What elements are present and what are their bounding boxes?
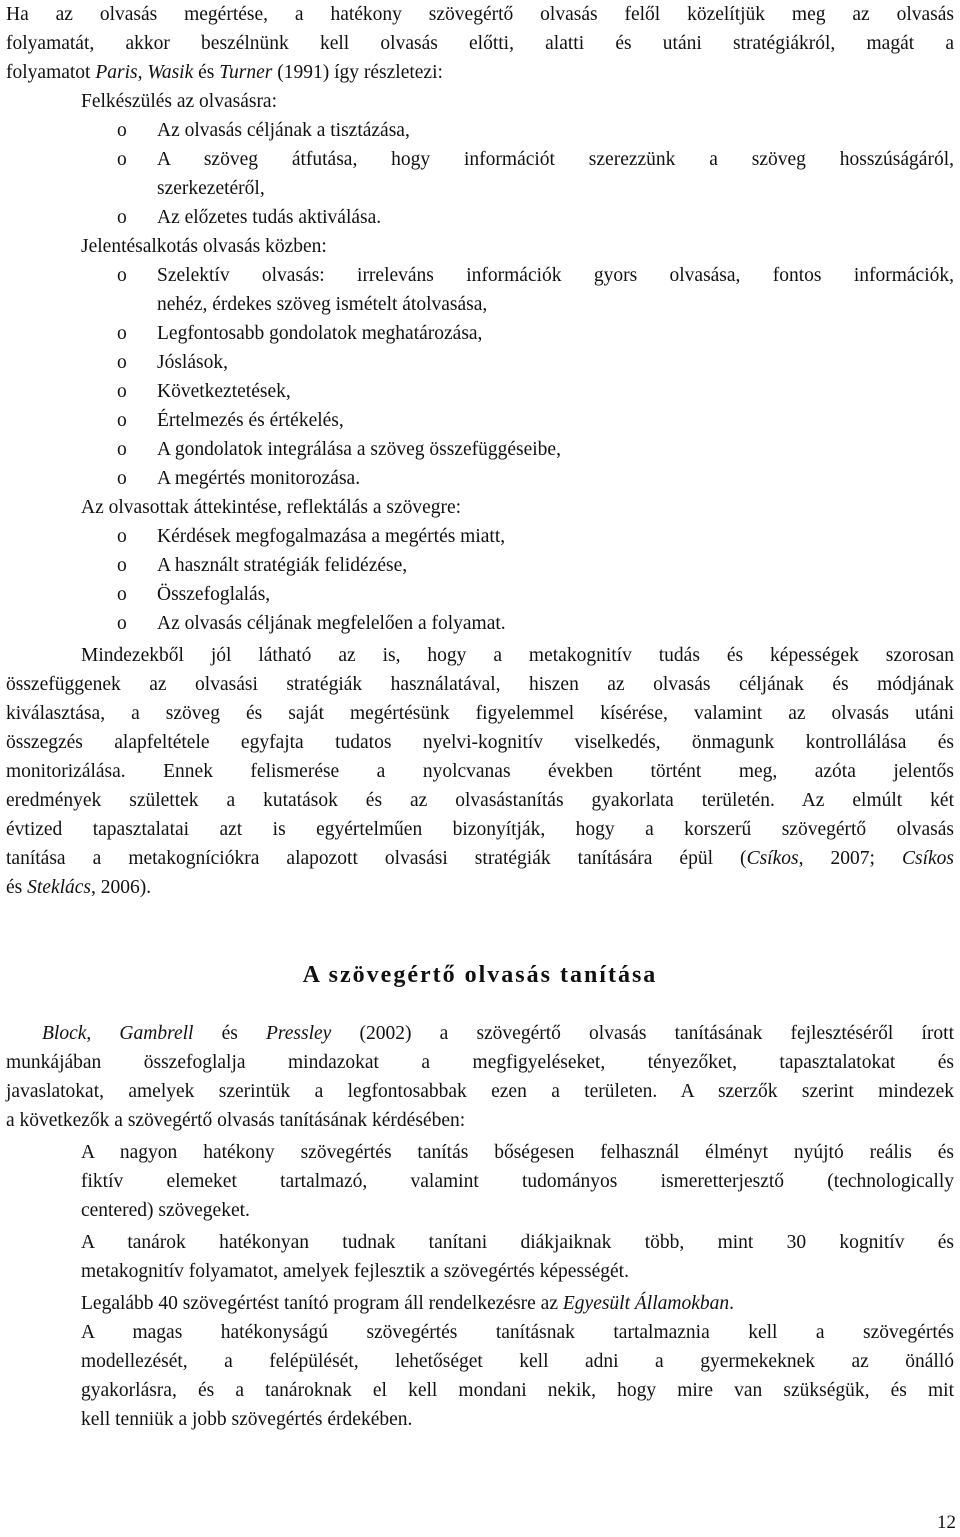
paragraph-line: évtized tapasztalatai azt is egyértelműen bizonyítják, hogy a korszerű szövegértő olvasás: [6, 819, 954, 840]
paragraph-line: összegzés alapfeltétele egyfajta tudatos nyelvi-kognitív viselkedés, önmagunk kontrollálása és: [6, 732, 954, 753]
paragraph-line: és Steklács, 2006).: [6, 877, 152, 898]
bullet-item-text: Jóslások,: [157, 352, 228, 373]
bullet-marker: o: [117, 265, 127, 286]
bullet-item-text: A megértés monitorozása.: [157, 468, 361, 489]
bullet-item-text: Az olvasás céljának megfelelően a folyamat.: [157, 613, 506, 634]
bullet-item-text: Kérdések megfogalmazása a megértés miatt,: [157, 526, 506, 547]
paragraph-line: összefüggenek az olvasási stratégiák használatával, hiszen az olvasás céljának és módjának: [6, 674, 954, 695]
bullet-marker: o: [117, 468, 127, 489]
paragraph-line: Ha az olvasás megértése, a hatékony szövegértő olvasás felől közelítjük meg az olvasás: [6, 4, 954, 25]
bullet-item-text: A szöveg átfutása, hogy információt szerezzünk a szöveg hosszúságáról,: [157, 149, 954, 170]
paragraph-line: Felkészülés az olvasásra:: [81, 91, 278, 112]
paragraph-line: a következők a szövegértő olvasás tanításának kérdésében:: [6, 1110, 466, 1131]
bullet-marker: o: [117, 381, 127, 402]
paragraph-line: fiktív elemeket tartalmazó, valamint tudományos ismeretterjesztő (technologically: [81, 1171, 954, 1192]
paragraph-line: Legalább 40 szövegértést tanító program áll rendelkezésre az Egyesült Államokban.: [81, 1293, 735, 1314]
bullet-item-text: Következtetések,: [157, 381, 291, 402]
paragraph-line: Block, Gambrell és Pressley (2002) a szövegértő olvasás tanításának fejlesztéséről írott: [42, 1023, 954, 1044]
bullet-marker: o: [117, 439, 127, 460]
bullet-marker: o: [117, 555, 127, 576]
page-number: 12: [937, 1512, 956, 1533]
bullet-item-text: Értelmezés és értékelés,: [157, 410, 344, 431]
paragraph-line: gyakorlásra, és a tanároknak el kell mondani nekik, hogy mire van szükségük, és mit: [81, 1380, 954, 1401]
paragraph-line: Mindezekből jól látható az is, hogy a metakognitív tudás és képességek szorosan: [81, 645, 954, 666]
bullet-marker: o: [117, 207, 127, 228]
paragraph-line: szerkezetéről,: [157, 178, 265, 199]
bullet-item-text: A gondolatok integrálása a szöveg összefüggéseibe,: [157, 439, 561, 460]
bullet-item-text: A használt stratégiák felidézése,: [157, 555, 408, 576]
paragraph-line: folyamatát, akkor beszélnünk kell olvasás előtti, alatti és utáni stratégiákról, magát a: [6, 33, 954, 54]
bullet-marker: o: [117, 149, 127, 170]
paragraph-line: Az olvasottak áttekintése, reflektálás a szövegre:: [81, 497, 462, 518]
paragraph-line: folyamatot Paris, Wasik és Turner (1991) így részletezi:: [6, 62, 443, 83]
paragraph-line: munkájában összefoglalja mindazokat a megfigyeléseket, tényezőket, tapasztalatokat és: [6, 1052, 954, 1073]
bullet-marker: o: [117, 584, 127, 605]
bullet-item-text: Legfontosabb gondolatok meghatározása,: [157, 323, 483, 344]
paragraph-line: kiválasztása, a szöveg és saját megértésünk figyelemmel kísérése, valamint az olvasás utáni: [6, 703, 954, 724]
paragraph-line: modellezését, a felépülését, lehetőséget kell adni a gyermekeknek az önálló: [81, 1351, 954, 1372]
paragraph-line: A tanárok hatékonyan tudnak tanítani diákjaiknak több, mint 30 kognitív és: [81, 1232, 954, 1253]
section-heading: A szövegértő olvasás tanítása: [302, 962, 658, 988]
paragraph-line: javaslatokat, amelyek szerintük a legfontosabbak ezen a területen. A szerzők szerint mindezek: [6, 1081, 954, 1102]
bullet-marker: o: [117, 613, 127, 634]
bullet-marker: o: [117, 352, 127, 373]
bullet-marker: o: [117, 410, 127, 431]
paragraph-line: kell tenniük a jobb szövegértés érdekében.: [81, 1409, 413, 1430]
paragraph-line: tanítása a metakogníciókra alapozott olvasási stratégiák tanítására épül (Csíkos, 2007; Csíkos: [6, 848, 954, 869]
bullet-marker: o: [117, 526, 127, 547]
paragraph-line: nehéz, érdekes szöveg ismételt átolvasása,: [157, 294, 488, 315]
paragraph-line: metakognitív folyamatot, amelyek fejlesztik a szövegértés képességét.: [81, 1261, 629, 1282]
bullet-item-text: Szelektív olvasás: irreleváns információk gyors olvasása, fontos információk,: [157, 265, 954, 286]
bullet-item-text: Az olvasás céljának a tisztázása,: [157, 120, 410, 141]
bullet-marker: o: [117, 323, 127, 344]
paragraph-line: Jelentésalkotás olvasás közben:: [81, 236, 327, 257]
paragraph-line: eredmények születtek a kutatások és az olvasástanítás gyakorlata területén. Az elmúlt két: [6, 790, 954, 811]
paragraph-line: A nagyon hatékony szövegértés tanítás bőségesen felhasznál élményt nyújtó reális és: [81, 1142, 954, 1163]
paragraph-line: monitorizálása. Ennek felismerése a nyolcvanas években történt meg, azóta jelentős: [6, 761, 954, 782]
bullet-item-text: Az előzetes tudás aktiválása.: [157, 207, 382, 228]
bullet-marker: o: [117, 120, 127, 141]
paragraph-line: centered) szövegeket.: [81, 1200, 250, 1221]
paragraph-line: A magas hatékonyságú szövegértés tanításnak tartalmaznia kell a szövegértés: [81, 1322, 954, 1343]
bullet-item-text: Összefoglalás,: [157, 584, 271, 605]
